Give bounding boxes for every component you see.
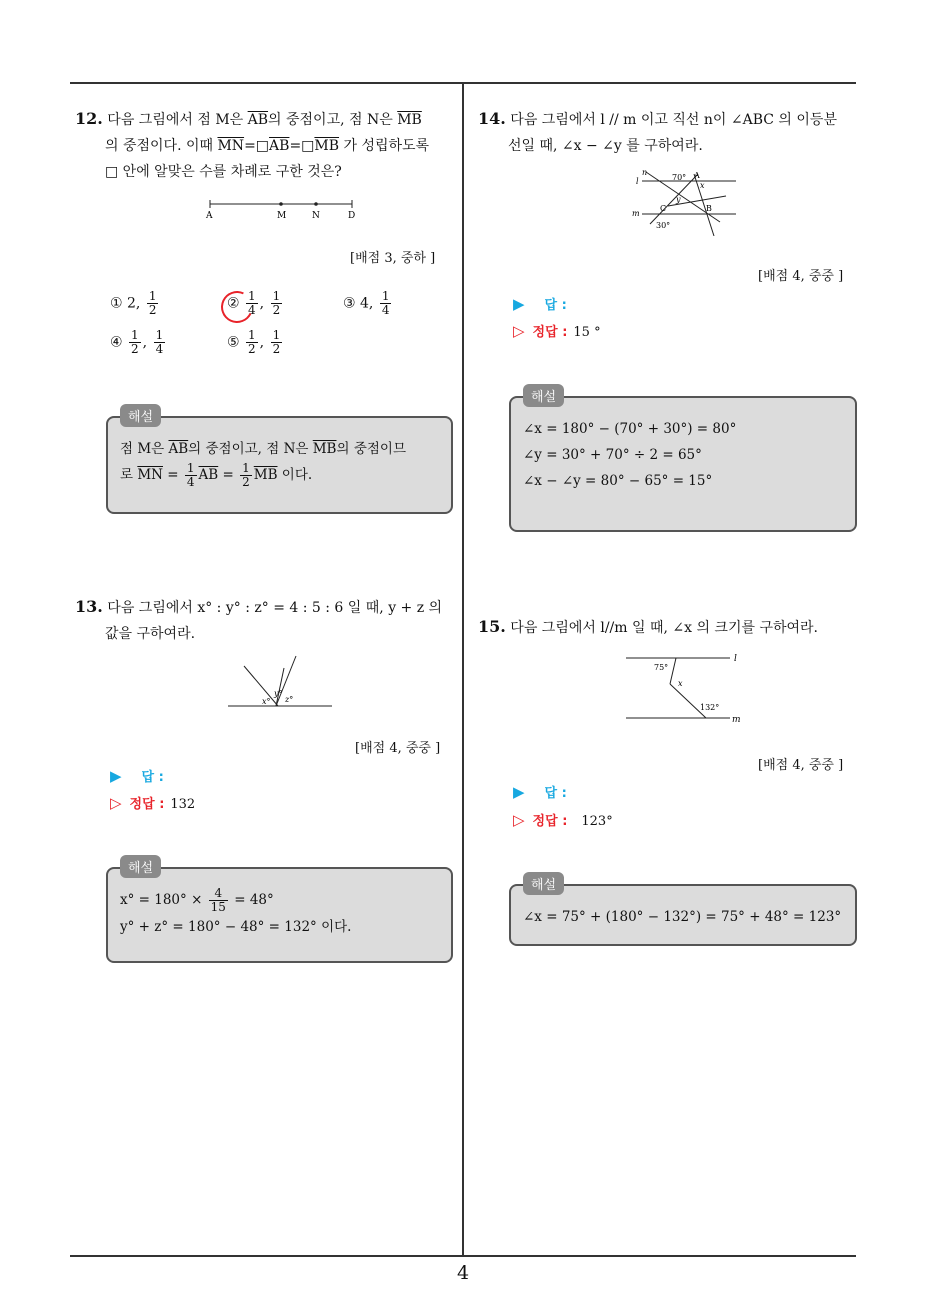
segment-ab: $\overline{AB}$: [247, 112, 269, 128]
fraction: $\frac{1}{2}$: [131, 328, 139, 356]
answer-row[interactable]: ▶ 답 :: [513, 295, 567, 313]
svg-text:x: x: [700, 181, 705, 190]
choice-3[interactable]: [343, 290, 393, 317]
q12-text: =□: [244, 138, 270, 154]
q14-text: 다음 그림에서 l // m 이고 직선 n이 ∠ABC 의 이등분: [510, 112, 837, 128]
question-number: 13.: [75, 597, 103, 616]
svg-text:B: B: [706, 204, 712, 213]
q12-text: 의 중점이다. 이때: [105, 138, 218, 154]
correct-answer-row: ▷ 정답 : 15 °: [513, 322, 601, 340]
y-label: y°: [274, 689, 283, 698]
choice-2[interactable]: ② $\frac{1}{4}$ , $\frac{1}{2}$: [227, 289, 281, 317]
segment-mb: $\overline{MB}$: [397, 112, 422, 128]
choice-value: 4,: [360, 295, 374, 312]
solution-tag: 해설: [523, 384, 564, 407]
correct-answer-row: ▷ 정답 : 132: [110, 794, 196, 812]
fraction: $\frac{1}{4}$: [248, 289, 256, 317]
solution-box: 해설 ∠x = 75° + (180° − 132°) = 75° + 48° = 123°: [509, 884, 857, 946]
svg-text:n: n: [642, 168, 648, 177]
x-label: x°: [262, 697, 271, 706]
fraction: $\frac{1}{4}$: [381, 289, 390, 317]
page-number: 4: [456, 1262, 470, 1284]
solution-box: 해설 점 M은 $\overline{AB}$의 중점이고, 점 N은 $\overline{MB}$의 중점이므 로 $\overline{MN}$ = $\frac{1}{4}$ $\overline{AB}$ = $\frac{1}{2}$ $\overline{MB}$ 이다.: [106, 416, 453, 514]
fraction: $\frac{1}{2}$: [248, 328, 256, 356]
answer-arrow-icon: ▶: [513, 783, 525, 801]
point-m-label: M: [277, 211, 287, 221]
answer-row[interactable]: ▶ 답 :: [110, 767, 164, 785]
solution-tag: 해설: [120, 855, 161, 878]
point-n-label: N: [312, 211, 320, 221]
choice-mark: ①: [110, 295, 123, 312]
svg-text:75°: 75°: [654, 663, 669, 672]
question-number: 15.: [478, 617, 506, 636]
choice-1[interactable]: [110, 290, 160, 317]
point-d-label: D: [348, 211, 356, 221]
svg-text:m: m: [632, 209, 640, 218]
q15-text: 다음 그림에서 l//m 일 때, ∠x 의 크기를 구하여라.: [510, 620, 818, 636]
svg-text:x: x: [678, 679, 683, 688]
question-number: 12.: [75, 109, 103, 128]
q12-text: 다음 그림에서 점 M은: [107, 112, 248, 128]
segment-diagram: [200, 196, 365, 222]
q12-text: □ 안에 알맞은 수를 차례로 구한 것은?: [105, 164, 342, 180]
fraction: $\frac{1}{2}$: [148, 289, 157, 317]
fraction: $\frac{1}{2}$: [272, 289, 281, 317]
fraction: $\frac{1}{2}$: [272, 328, 281, 356]
q13-text: 값을 구하여라.: [105, 626, 196, 642]
segment-ab: $\overline{AB}$: [269, 138, 290, 154]
angle-diagram: [226, 654, 334, 712]
svg-text:132°: 132°: [700, 703, 720, 712]
bottom-rule: [70, 1255, 856, 1257]
fraction: $\frac{1}{4}$: [155, 328, 164, 356]
q13-text: 다음 그림에서 x° : y° : z° = 4 : 5 : 6 일 때, y + z 의: [107, 600, 443, 616]
question-14: [478, 106, 863, 159]
choice-mark: ③: [343, 295, 356, 312]
svg-text:C: C: [660, 204, 667, 213]
q12-text: 가 성립하도록: [339, 138, 430, 154]
solution-box: 해설 ∠x = 180° − (70° + 30°) = 80° ∠y = 30° + 70° ÷ 2 = 65° ∠x − ∠y = 80° − 65° = 15°: [509, 396, 857, 532]
svg-text:m: m: [732, 715, 741, 725]
segment-mb: $\overline{MB}$: [314, 138, 340, 154]
segment-mn: $\overline{MN}$: [217, 138, 245, 154]
choice-mark: ④: [110, 334, 123, 351]
q14-text: 선일 때, ∠x − ∠y 를 구하여라.: [508, 138, 703, 154]
correct-arrow-icon: ▷: [513, 322, 525, 340]
q12-text: 의 중점이고, 점 N은: [268, 112, 398, 128]
score-meta: [배점 3, 중하 ]: [350, 251, 436, 266]
svg-text:70°: 70°: [672, 173, 687, 182]
choice-mark: ⑤: [227, 334, 240, 351]
parallel-lines-diagram: [628, 164, 740, 236]
question-13: [75, 594, 460, 647]
column-divider: [462, 82, 464, 1257]
correct-answer-row: ▷ 정답 : 123°: [513, 811, 613, 829]
svg-text:l: l: [636, 177, 639, 186]
choice-5[interactable]: ⑤ $\frac{1}{2}$ , $\frac{1}{2}$: [227, 328, 281, 356]
question-12: [75, 106, 460, 185]
svg-text:A: A: [694, 171, 700, 180]
answer-row[interactable]: ▶ 답 :: [513, 783, 567, 801]
score-meta: [배점 4, 중중 ]: [355, 741, 441, 756]
point-a-label: A: [206, 211, 213, 221]
solution-tag: 해설: [523, 872, 564, 895]
choice-value: 2,: [127, 295, 141, 312]
z-label: z°: [285, 695, 294, 704]
question-15: [478, 614, 863, 641]
correct-arrow-icon: ▷: [110, 794, 122, 812]
svg-text:30°: 30°: [656, 221, 671, 230]
score-meta: [배점 4, 중중 ]: [758, 758, 844, 773]
answer-arrow-icon: ▶: [513, 295, 525, 313]
q12-text: =□: [289, 138, 315, 154]
choice-mark: ②: [227, 295, 240, 312]
question-number: 14.: [478, 109, 506, 128]
score-meta: [배점 4, 중중 ]: [758, 269, 844, 284]
zigzag-diagram: [622, 650, 744, 726]
svg-text:y: y: [676, 195, 681, 204]
svg-text:l: l: [734, 654, 737, 664]
solution-tag: 해설: [120, 404, 161, 427]
answer-arrow-icon: ▶: [110, 767, 122, 785]
choice-4[interactable]: ④ $\frac{1}{2}$ , $\frac{1}{4}$: [110, 328, 164, 356]
solution-box: 해설 x° = 180° × $\frac{4}{15}$ = 48° y° + z° = 180° − 48° = 132° 이다.: [106, 867, 453, 963]
correct-arrow-icon: ▷: [513, 811, 525, 829]
